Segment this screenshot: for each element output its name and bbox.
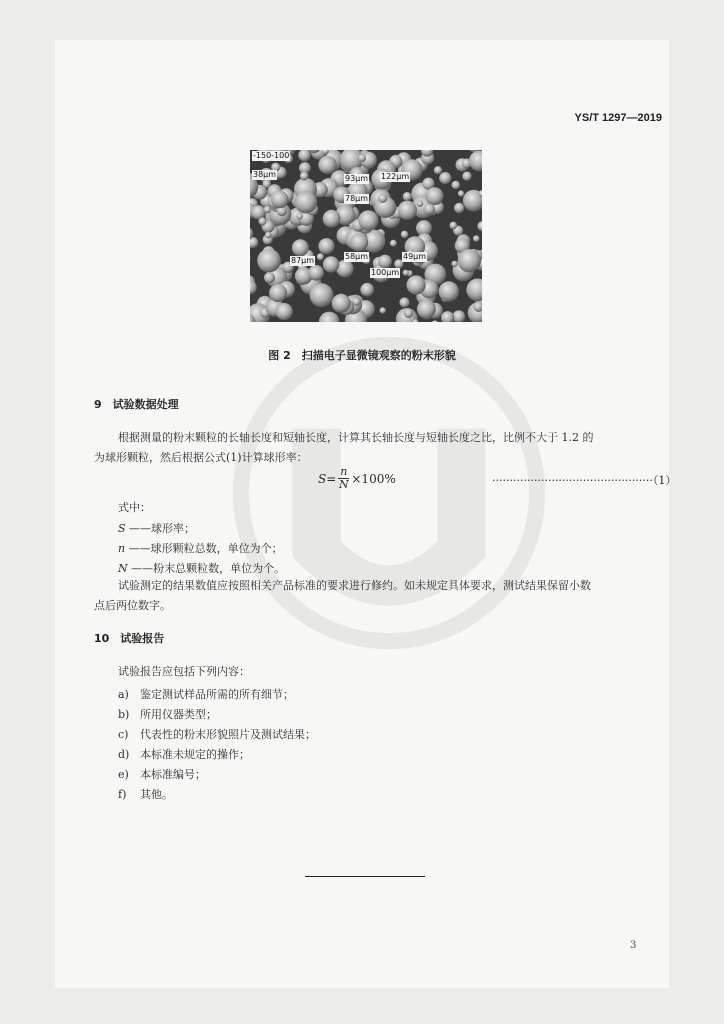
list-text: 代表性的粉末形貌照片及测试结果； <box>140 728 316 741</box>
formula-number: ··············································（1） <box>492 474 677 487</box>
sem-label-78: 78μm <box>345 194 369 203</box>
list-marker: c) <box>118 728 129 741</box>
sem-label-mesh: -150-100 <box>253 151 290 160</box>
list-item-b <box>118 706 217 722</box>
formula-numerator: n <box>340 465 348 478</box>
sem-label-38: 38μm <box>253 170 277 179</box>
section-9-heading: 9 试验数据处理 <box>94 398 179 411</box>
section-9-para1-line2: 为球形颗粒，然后根据公式(1)计算球形率： <box>94 451 308 464</box>
definition-text: ——球形率； <box>129 522 196 535</box>
page-number: 3 <box>630 940 637 951</box>
list-item-e <box>118 766 206 782</box>
list-item-a <box>118 686 294 702</box>
definition-S <box>118 520 195 536</box>
sem-label-122: 122μm <box>381 172 410 181</box>
section-9-para2-line2: 点后两位数字。 <box>94 599 171 612</box>
formula-fraction <box>338 466 349 491</box>
list-text: 本标准未规定的操作； <box>140 748 250 761</box>
sem-label-93: 93μm <box>345 174 369 183</box>
list-marker: f) <box>118 788 127 801</box>
definition-n <box>118 540 283 556</box>
figure-caption: 图 2 扫描电子显微镜观察的粉末形貌 <box>268 349 456 362</box>
definition-symbol: n <box>118 542 126 555</box>
section-9-para2-line1: 试验测定的结果数值应按照相关产品标准的要求进行修约。如未规定具体要求，测试结果保留小数 <box>118 579 591 592</box>
section-10-intro: 试验报告应包括下列内容： <box>118 665 250 678</box>
list-item-d <box>118 746 250 762</box>
end-of-text-rule <box>305 876 425 877</box>
section-10-heading: 10 试验报告 <box>94 632 165 645</box>
definition-text: ——粉末总颗粒数，单位为个。 <box>131 562 286 575</box>
section-9-para1-line1: 根据测量的粉末颗粒的长轴长度和短轴长度，计算其长轴长度与短轴长度之比，比例不大于 1.2 的 <box>118 431 594 444</box>
list-marker: e) <box>118 768 129 781</box>
standard-code: YS/T 1297—2019 <box>574 112 662 124</box>
sem-label-58: 58μm <box>345 252 369 261</box>
list-item-c <box>118 726 316 742</box>
definition-symbol: S <box>118 522 126 535</box>
formula-lhs: S= <box>318 471 337 486</box>
definition-symbol: N <box>118 562 128 575</box>
formula-denominator: N <box>339 478 349 491</box>
list-text: 本标准编号； <box>140 768 206 781</box>
list-text: 鉴定测试样品所需的所有细节； <box>140 688 294 701</box>
list-marker: b) <box>118 708 130 721</box>
where-label: 式中： <box>118 501 151 514</box>
formula-rhs: ×100% <box>351 471 396 486</box>
sem-label-87: 87μm <box>291 256 315 265</box>
list-marker: a) <box>118 688 129 701</box>
list-marker: d) <box>118 748 130 761</box>
definition-text: ——球形颗粒总数，单位为个； <box>128 542 283 555</box>
sem-micrograph <box>250 150 482 322</box>
list-item-f <box>118 786 173 802</box>
list-text: 所用仪器类型； <box>140 708 217 721</box>
definition-N <box>118 560 285 576</box>
sphericity-formula <box>318 466 396 491</box>
sem-label-100: 100μm <box>371 268 400 277</box>
sem-label-49: 49μm <box>403 252 427 261</box>
list-text: 其他。 <box>140 788 173 801</box>
watermark-logo <box>228 332 550 654</box>
